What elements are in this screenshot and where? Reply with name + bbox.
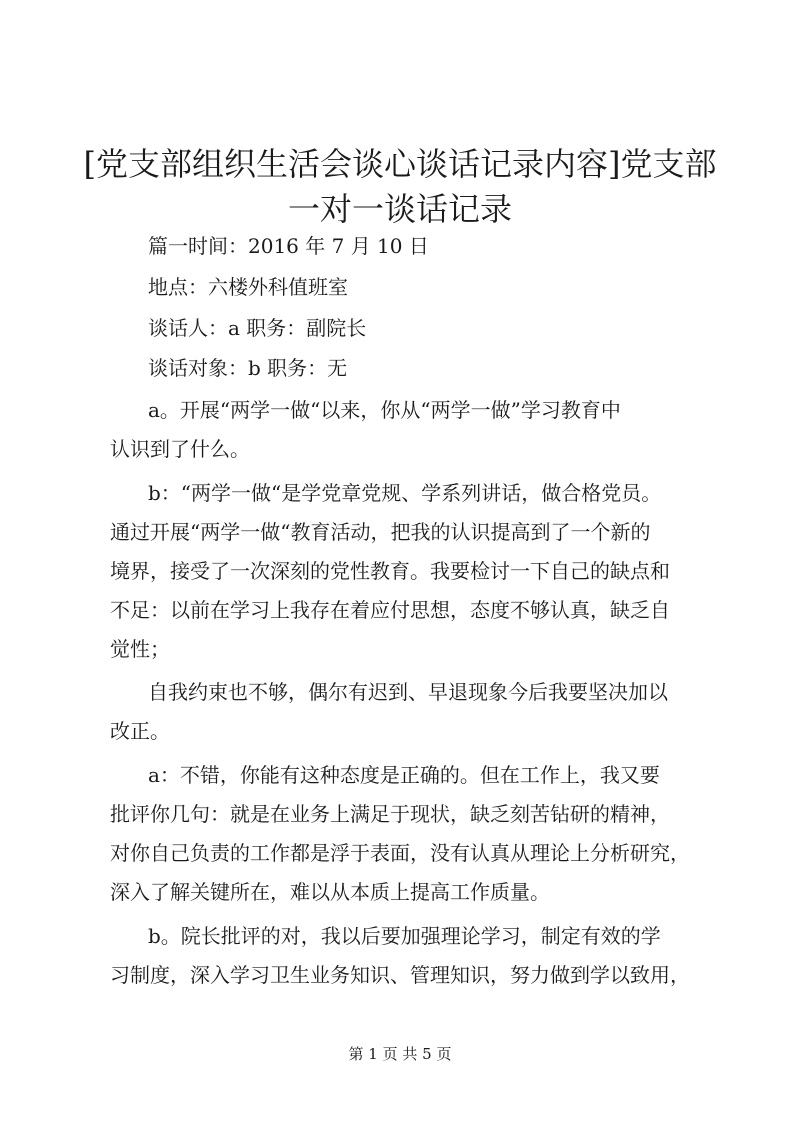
text-line: 觉性； <box>110 637 170 661</box>
text-line: 篇一时间：2016 年 7 月 10 日 <box>148 234 429 258</box>
text-line: 谈话人：a 职务：副院长 <box>148 316 367 340</box>
document-title-line-1: [党支部组织生活会谈心谈话记录内容]党支部 <box>83 145 717 183</box>
document-title-line-2: 一对一谈话记录 <box>287 190 512 228</box>
text-line: b：“两学一做“是学党章党规、学系列讲话，做合格党员。 <box>148 481 662 505</box>
text-line: 地点：六楼外科值班室 <box>148 275 348 299</box>
text-line: 习制度，深入学习卫生业务知识、管理知识，努力做到学以致用， <box>110 963 690 987</box>
page-footer: 第 1 页 共 5 页 <box>348 1045 452 1063</box>
text-line: b。院长批评的对，我以后要加强理论学习，制定有效的学 <box>148 924 661 948</box>
text-line: 境界，接受了一次深刻的党性教育。我要检讨一下自己的缺点和 <box>110 559 670 583</box>
text-line: 对你自己负责的工作都是浮于表面，没有认真从理论上分析研究， <box>110 841 690 865</box>
text-line: 不足：以前在学习上我存在着应付思想，态度不够认真，缺乏自 <box>110 598 670 622</box>
text-line: 批评你几句：就是在业务上满足于现状，缺乏刻苦钻研的精神， <box>110 802 670 826</box>
text-line: 通过开展“两学一做“教育活动，把我的认识提高到了一个新的 <box>110 520 651 544</box>
text-line: a：不错，你能有这种态度是正确的。但在工作上，我又要 <box>148 763 660 787</box>
text-line: a。开展“两学一做“以来，你从“两学一做”学习教育中 <box>148 398 621 422</box>
text-line: 深入了解关键所在，难以从本质上提高工作质量。 <box>110 880 550 904</box>
text-line: 谈话对象：b 职务：无 <box>148 356 348 380</box>
text-line: 认识到了什么。 <box>110 437 250 461</box>
text-line: 改正。 <box>110 719 170 743</box>
text-line: 自我约束也不够，偶尔有迟到、早退现象今后我要坚决加以 <box>148 680 668 704</box>
